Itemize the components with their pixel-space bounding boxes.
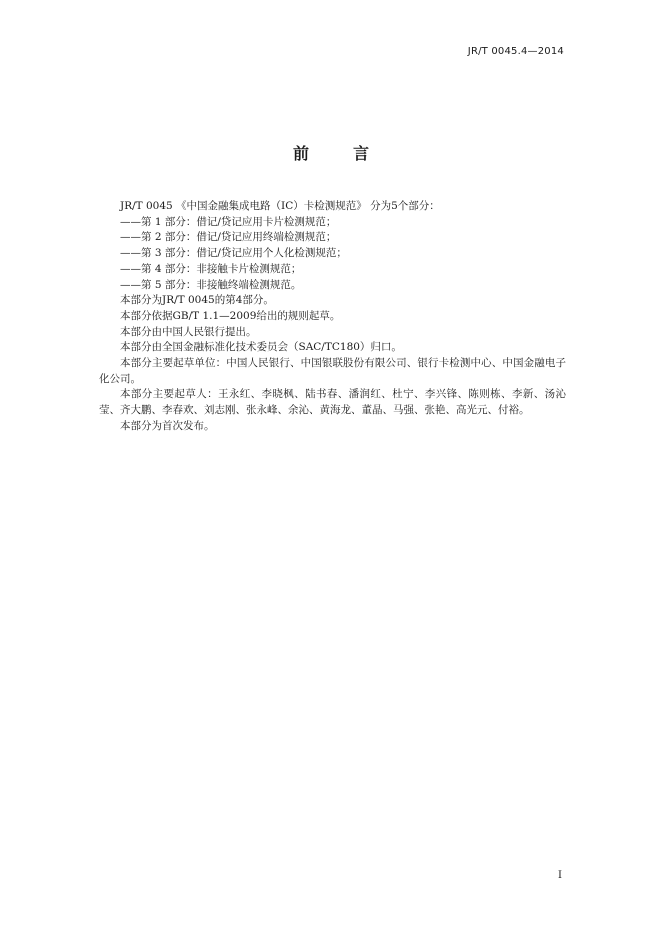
paragraph-part-1: ——第 1 部分：借记/贷记应用卡片检测规范； (120, 215, 337, 228)
paragraph-intro: JR/T 0045 《中国金融集成电路（IC）卡检测规范》 分为5个部分： (120, 200, 440, 212)
paragraph-drafters: 本部分主要起草人：王永红、李晓枫、陆书春、潘润红、杜宁、李兴锋、陈则栋、李新、汤沁莹、齐大鹏、李春欢、刘志刚、张永峰、余沁、黄海龙、董晶、马强、张艳、高光元、付裕。 (99, 388, 566, 417)
paragraph-this-part: 本部分为JR/T 0045的第4部分。 (120, 294, 274, 307)
page-title: 前 言 (292, 144, 383, 163)
paragraph-first-release: 本部分为首次发布。 (120, 419, 215, 432)
paragraph-part-5: ——第 5 部分：非接触终端检测规范。 (120, 278, 302, 291)
paragraph-part-3: ——第 3 部分：借记/贷记应用个人化检测规范； (120, 247, 347, 260)
paragraph-part-2: ——第 2 部分：借记/贷记应用终端检测规范； (120, 231, 337, 244)
page-number: I (558, 870, 562, 881)
document-standard-code: JR/T 0045.4—2014 (467, 46, 564, 57)
foreword-body (99, 199, 566, 435)
paragraph-proposer: 本部分由中国人民银行提出。 (120, 325, 257, 338)
paragraph-drafting-rules: 本部分依据GB/T 1.1—2009给出的规则起草。 (120, 309, 341, 322)
paragraph-committee: 本部分由全国金融标准化技术委员会（SAC/TC180）归口。 (120, 341, 402, 354)
paragraph-part-4: ——第 4 部分：非接触卡片检测规范； (120, 262, 302, 275)
paragraph-drafting-units: 本部分主要起草单位：中国人民银行、中国银联股份有限公司、银行卡检测中心、中国金融电子化公司。 (99, 357, 566, 385)
